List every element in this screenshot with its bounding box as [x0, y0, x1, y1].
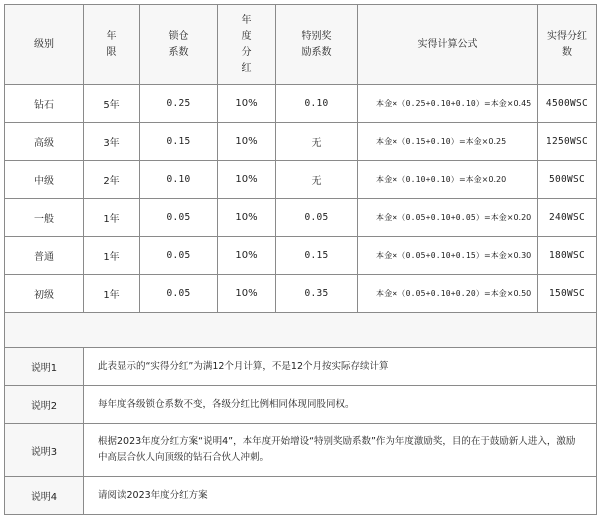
header-level: 级别 — [5, 5, 84, 85]
dividend-table-sheet — [4, 4, 596, 514]
cell-bonus: 0.10 — [276, 85, 358, 123]
header-annual-dividend: 年 度 分 红 — [218, 5, 276, 85]
table-row — [5, 123, 597, 161]
header-actual-dividend: 实得分红 数 — [538, 5, 597, 85]
cell-bonus: 无 — [276, 123, 358, 161]
note-text: 每年度各级锁仓系数不变，各级分红比例相同体现同股同权。 — [84, 386, 597, 424]
note-row — [5, 424, 597, 477]
cell-dividend: 240WSC — [538, 199, 597, 237]
cell-formula: 本金×（0.10+0.10）=本金×0.20 — [358, 161, 538, 199]
note-text: 根据2023年度分红方案“说明4”，本年度开始增设“特别奖励系数”作为年度激励奖，目的在于鼓励新人进入，激励中高层合伙人向顶级的钻石合伙人冲刺。 — [84, 424, 597, 477]
cell-dividend: 1250WSC — [538, 123, 597, 161]
header-formula: 实得计算公式 — [358, 5, 538, 85]
cell-lock: 0.05 — [140, 199, 218, 237]
cell-lock: 0.05 — [140, 237, 218, 275]
cell-level: 初级 — [5, 275, 84, 313]
cell-bonus: 0.15 — [276, 237, 358, 275]
note-label: 说明1 — [5, 348, 84, 386]
cell-formula: 本金×（0.25+0.10+0.10）=本金×0.45 — [358, 85, 538, 123]
cell-years: 1年 — [84, 199, 140, 237]
cell-level: 高级 — [5, 123, 84, 161]
cell-dividend: 150WSC — [538, 275, 597, 313]
note-label: 说明4 — [5, 477, 84, 515]
cell-lock: 0.25 — [140, 85, 218, 123]
cell-years: 1年 — [84, 237, 140, 275]
cell-formula: 本金×（0.15+0.10）=本金×0.25 — [358, 123, 538, 161]
cell-lock: 0.10 — [140, 161, 218, 199]
table-row — [5, 237, 597, 275]
cell-level: 普通 — [5, 237, 84, 275]
cell-level: 中级 — [5, 161, 84, 199]
cell-bonus: 0.05 — [276, 199, 358, 237]
cell-annual: 10% — [218, 85, 276, 123]
cell-annual: 10% — [218, 275, 276, 313]
cell-dividend: 4500WSC — [538, 85, 597, 123]
cell-years: 2年 — [84, 161, 140, 199]
cell-formula: 本金×（0.05+0.10+0.20）=本金×0.50 — [358, 275, 538, 313]
table-row — [5, 275, 597, 313]
header-lock-coefficient: 锁仓 系数 — [140, 5, 218, 85]
blank-row — [5, 313, 597, 348]
table-row — [5, 161, 597, 199]
cell-lock: 0.15 — [140, 123, 218, 161]
cell-bonus: 无 — [276, 161, 358, 199]
cell-lock: 0.05 — [140, 275, 218, 313]
table-row — [5, 85, 597, 123]
cell-annual: 10% — [218, 161, 276, 199]
cell-formula: 本金×（0.05+0.10+0.05）=本金×0.20 — [358, 199, 538, 237]
cell-years: 1年 — [84, 275, 140, 313]
cell-bonus: 0.35 — [276, 275, 358, 313]
header-row — [5, 5, 597, 85]
cell-dividend: 180WSC — [538, 237, 597, 275]
note-label: 说明3 — [5, 424, 84, 477]
dividend-table — [4, 4, 597, 515]
cell-dividend: 500WSC — [538, 161, 597, 199]
note-text: 此表显示的“实得分红”为满12个月计算，不是12个月按实际存续计算 — [84, 348, 597, 386]
cell-years: 3年 — [84, 123, 140, 161]
cell-years: 5年 — [84, 85, 140, 123]
note-row — [5, 386, 597, 424]
header-bonus-coefficient: 特别奖 励系数 — [276, 5, 358, 85]
cell-level: 钻石 — [5, 85, 84, 123]
table-row — [5, 199, 597, 237]
note-row — [5, 348, 597, 386]
cell-annual: 10% — [218, 123, 276, 161]
note-label: 说明2 — [5, 386, 84, 424]
cell-annual: 10% — [218, 237, 276, 275]
cell-level: 一般 — [5, 199, 84, 237]
note-text: 请阅读2023年度分红方案 — [84, 477, 597, 515]
blank-cell — [5, 313, 597, 348]
cell-formula: 本金×（0.05+0.10+0.15）=本金×0.30 — [358, 237, 538, 275]
cell-annual: 10% — [218, 199, 276, 237]
header-years: 年 限 — [84, 5, 140, 85]
note-row — [5, 477, 597, 515]
